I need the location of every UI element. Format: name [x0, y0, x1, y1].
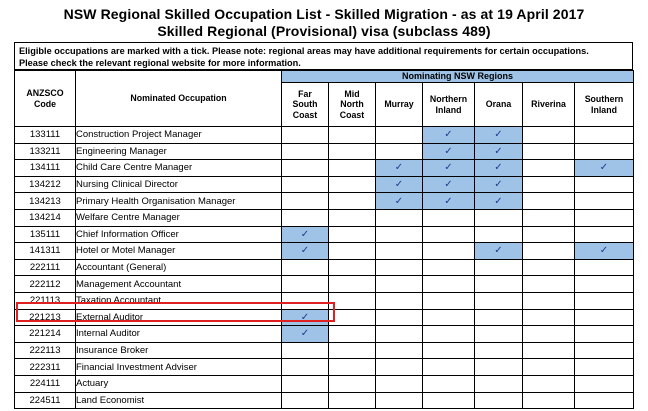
page-subtitle: Skilled Regional (Provisional) visa (subclass 489) [157, 23, 491, 39]
occupation-cell: Taxation Accountant [76, 292, 282, 309]
anzsco-code-cell: 134214 [15, 209, 76, 226]
region-cell-eligible [475, 143, 523, 160]
anzsco-code-cell: 224511 [15, 392, 76, 409]
region-cell-empty [575, 226, 634, 243]
region-cell-empty [282, 209, 329, 226]
table-row [15, 176, 634, 193]
region-cell-empty [423, 359, 475, 376]
region-cell-empty [475, 226, 523, 243]
tick-icon: ✓ [599, 162, 609, 174]
table-row [15, 193, 634, 210]
region-cell-empty [523, 176, 575, 193]
region-cell-empty [575, 375, 634, 392]
region-cell-empty [329, 226, 376, 243]
region-cell-empty [282, 176, 329, 193]
region-cell-empty [523, 392, 575, 409]
region-cell-empty [475, 309, 523, 326]
table-row [15, 326, 634, 343]
header-region-far-south-coast [282, 83, 329, 127]
header-region-mid-north-coast [329, 83, 376, 127]
header-anzsco-code [15, 71, 76, 127]
tick-icon: ✓ [494, 195, 503, 207]
region-cell-empty [575, 359, 634, 376]
anzsco-code-cell: 134213 [15, 193, 76, 210]
header-code-line-1: ANZSCO [26, 88, 64, 98]
occupation-cell: Insurance Broker [76, 342, 282, 359]
region-label-line: Inland [591, 104, 617, 115]
region-cell-empty [329, 209, 376, 226]
region-label-line: Coast [339, 109, 365, 120]
anzsco-code-cell: 221113 [15, 292, 76, 309]
region-cell-empty [523, 359, 575, 376]
occupation-cell: Construction Project Manager [76, 127, 282, 144]
region-cell-empty [523, 209, 575, 226]
header-region-southern-inland [575, 83, 634, 127]
table-row [15, 259, 634, 276]
table-row [15, 392, 634, 409]
region-cell-empty [475, 375, 523, 392]
region-cell-empty [329, 392, 376, 409]
region-cell-empty [423, 276, 475, 293]
region-cell-empty [523, 193, 575, 210]
region-cell-empty [376, 292, 423, 309]
region-cell-empty [475, 276, 523, 293]
tick-icon: ✓ [599, 245, 609, 257]
region-cell-empty [376, 342, 423, 359]
region-cell-empty [475, 209, 523, 226]
tick-icon: ✓ [494, 162, 503, 174]
region-cell-empty [376, 127, 423, 144]
region-cell-empty [376, 309, 423, 326]
header-regions-band: Nominating NSW Regions [282, 71, 634, 83]
region-label-line: Mid [344, 88, 360, 99]
region-cell-empty [282, 392, 329, 409]
region-cell-empty [575, 193, 634, 210]
region-cell-empty [282, 342, 329, 359]
table-row [15, 143, 634, 160]
region-cell-empty [523, 160, 575, 177]
region-cell-eligible [475, 176, 523, 193]
region-cell-empty [475, 292, 523, 309]
region-cell-empty [575, 259, 634, 276]
region-label-line: Far [298, 88, 312, 99]
region-cell-eligible [575, 243, 634, 260]
region-label-line: Southern [584, 94, 624, 104]
region-cell-empty [475, 392, 523, 409]
region-label-line: Orana [485, 99, 512, 110]
region-cell-empty [329, 160, 376, 177]
anzsco-code-cell: 222113 [15, 342, 76, 359]
region-cell-empty [423, 209, 475, 226]
header-region-orana [475, 83, 523, 127]
tick-icon: ✓ [394, 179, 404, 191]
anzsco-code-cell: 135111 [15, 226, 76, 243]
region-cell-empty [575, 127, 634, 144]
eligibility-notice [14, 42, 633, 70]
region-cell-empty [282, 359, 329, 376]
region-cell-empty [376, 375, 423, 392]
region-cell-empty [282, 193, 329, 210]
anzsco-code-cell: 133211 [15, 143, 76, 160]
header-region-northern-inland [423, 83, 475, 127]
region-cell-empty [282, 375, 329, 392]
table-row [15, 226, 634, 243]
table-row [15, 243, 634, 260]
table-row [15, 342, 634, 359]
region-cell-eligible [282, 243, 329, 260]
header-code-line-2: Code [34, 98, 56, 109]
occupation-cell: Welfare Centre Manager [76, 209, 282, 226]
occupation-cell: Actuary [76, 375, 282, 392]
region-cell-empty [329, 292, 376, 309]
tick-icon: ✓ [394, 162, 404, 174]
region-cell-eligible [282, 326, 329, 343]
anzsco-code-cell: 221213 [15, 309, 76, 326]
region-cell-empty [575, 292, 634, 309]
anzsco-code-cell: 134212 [15, 176, 76, 193]
occupation-cell: Chief Information Officer [76, 226, 282, 243]
region-cell-empty [575, 143, 634, 160]
occupation-cell: Nursing Clinical Director [76, 176, 282, 193]
occupation-cell: Child Care Centre Manager [76, 160, 282, 177]
region-cell-eligible [475, 243, 523, 260]
region-cell-empty [423, 292, 475, 309]
region-cell-empty [475, 359, 523, 376]
tick-icon: ✓ [494, 129, 503, 141]
region-cell-empty [523, 127, 575, 144]
region-cell-empty [523, 292, 575, 309]
occupation-cell: Primary Health Organisation Manager [76, 193, 282, 210]
header-occupation: Nominated Occupation [76, 71, 282, 127]
region-cell-empty [329, 326, 376, 343]
tick-icon: ✓ [300, 311, 310, 323]
region-label-line: Murray [384, 99, 414, 110]
tick-icon: ✓ [444, 145, 453, 157]
occupation-cell: External Auditor [76, 309, 282, 326]
region-cell-empty [423, 243, 475, 260]
region-label-line: Riverina [531, 99, 566, 110]
region-label-line: North [340, 99, 364, 110]
region-cell-empty [282, 143, 329, 160]
region-cell-empty [329, 342, 376, 359]
region-cell-eligible [475, 193, 523, 210]
region-cell-empty [423, 375, 475, 392]
region-cell-empty [329, 193, 376, 210]
region-cell-empty [575, 176, 634, 193]
header-region-murray [376, 83, 423, 127]
region-cell-empty [376, 243, 423, 260]
region-cell-empty [475, 259, 523, 276]
region-cell-empty [523, 326, 575, 343]
region-label-line: Northern [429, 94, 468, 104]
region-cell-eligible [475, 127, 523, 144]
occupation-cell: Financial Investment Adviser [76, 359, 282, 376]
region-cell-empty [423, 342, 475, 359]
region-cell-empty [376, 143, 423, 160]
region-cell-eligible [423, 143, 475, 160]
tick-icon: ✓ [300, 328, 310, 340]
region-cell-empty [523, 375, 575, 392]
notice-line-1: Eligible occupations are marked with a tick. Please note: regional areas may have additional requirements for certain occupations. [19, 46, 589, 56]
highlight-box-external-auditor [16, 302, 335, 322]
region-cell-empty [523, 143, 575, 160]
region-cell-empty [475, 326, 523, 343]
region-cell-empty [423, 392, 475, 409]
region-cell-empty [423, 226, 475, 243]
region-cell-empty [423, 326, 475, 343]
tick-icon: ✓ [494, 245, 503, 257]
region-cell-empty [523, 276, 575, 293]
region-label-line: South [292, 99, 318, 110]
region-cell-empty [475, 342, 523, 359]
region-cell-empty [376, 226, 423, 243]
tick-icon: ✓ [300, 245, 310, 257]
anzsco-code-cell: 222111 [15, 259, 76, 276]
anzsco-code-cell: 221214 [15, 326, 76, 343]
occupation-cell: Internal Auditor [76, 326, 282, 343]
region-cell-empty [329, 259, 376, 276]
table-row [15, 375, 634, 392]
region-cell-empty [523, 259, 575, 276]
region-cell-eligible [376, 176, 423, 193]
region-cell-eligible [575, 160, 634, 177]
region-cell-eligible [423, 176, 475, 193]
region-cell-empty [282, 160, 329, 177]
region-cell-empty [376, 209, 423, 226]
region-cell-empty [376, 359, 423, 376]
occupation-cell: Engineering Manager [76, 143, 282, 160]
region-label-line: Coast [292, 109, 318, 120]
table-row [15, 127, 634, 144]
region-cell-empty [376, 392, 423, 409]
anzsco-code-cell: 133111 [15, 127, 76, 144]
region-cell-empty [523, 342, 575, 359]
occupation-cell: Land Economist [76, 392, 282, 409]
region-cell-empty [282, 127, 329, 144]
header-region-riverina [523, 83, 575, 127]
anzsco-code-cell: 141311 [15, 243, 76, 260]
occupation-table [14, 70, 634, 409]
tick-icon: ✓ [444, 195, 453, 207]
region-cell-empty [575, 326, 634, 343]
region-cell-empty [329, 143, 376, 160]
region-cell-empty [523, 243, 575, 260]
table-row [15, 359, 634, 376]
region-cell-empty [423, 309, 475, 326]
notice-line-2: Please check the relevant regional website for more information. [19, 58, 301, 68]
region-cell-empty [523, 309, 575, 326]
page-title: NSW Regional Skilled Occupation List - Skilled Migration - as at 19 April 2017 [63, 6, 585, 22]
tick-icon: ✓ [494, 179, 503, 191]
region-cell-eligible [423, 160, 475, 177]
tick-icon: ✓ [300, 228, 310, 240]
region-cell-empty [329, 176, 376, 193]
tick-icon: ✓ [444, 179, 453, 191]
anzsco-code-cell: 222311 [15, 359, 76, 376]
region-cell-empty [329, 127, 376, 144]
anzsco-code-cell: 224111 [15, 375, 76, 392]
region-cell-empty [575, 209, 634, 226]
region-cell-eligible [475, 160, 523, 177]
region-cell-eligible [376, 193, 423, 210]
region-cell-empty [376, 276, 423, 293]
region-cell-empty [575, 342, 634, 359]
region-cell-empty [376, 259, 423, 276]
region-cell-empty [523, 226, 575, 243]
region-cell-empty [575, 392, 634, 409]
region-cell-empty [423, 259, 475, 276]
table-row [15, 276, 634, 293]
tick-icon: ✓ [444, 162, 453, 174]
region-cell-eligible [423, 127, 475, 144]
table-row [15, 209, 634, 226]
region-cell-empty [575, 276, 634, 293]
anzsco-code-cell: 134111 [15, 160, 76, 177]
region-cell-empty [329, 359, 376, 376]
region-cell-empty [329, 243, 376, 260]
occupation-cell: Management Accountant [76, 276, 282, 293]
tick-icon: ✓ [394, 195, 404, 207]
region-cell-empty [282, 276, 329, 293]
region-cell-empty [282, 259, 329, 276]
tick-icon: ✓ [444, 129, 453, 141]
region-cell-empty [329, 276, 376, 293]
region-cell-eligible [423, 193, 475, 210]
occupation-cell: Accountant (General) [76, 259, 282, 276]
region-cell-empty [376, 326, 423, 343]
region-cell-empty [329, 309, 376, 326]
region-cell-eligible [282, 226, 329, 243]
occupation-cell: Hotel or Motel Manager [76, 243, 282, 260]
region-cell-eligible [376, 160, 423, 177]
region-cell-empty [575, 309, 634, 326]
region-label-line: Inland [435, 104, 462, 115]
region-cell-empty [329, 375, 376, 392]
anzsco-code-cell: 222112 [15, 276, 76, 293]
tick-icon: ✓ [494, 145, 503, 157]
table-row [15, 160, 634, 177]
